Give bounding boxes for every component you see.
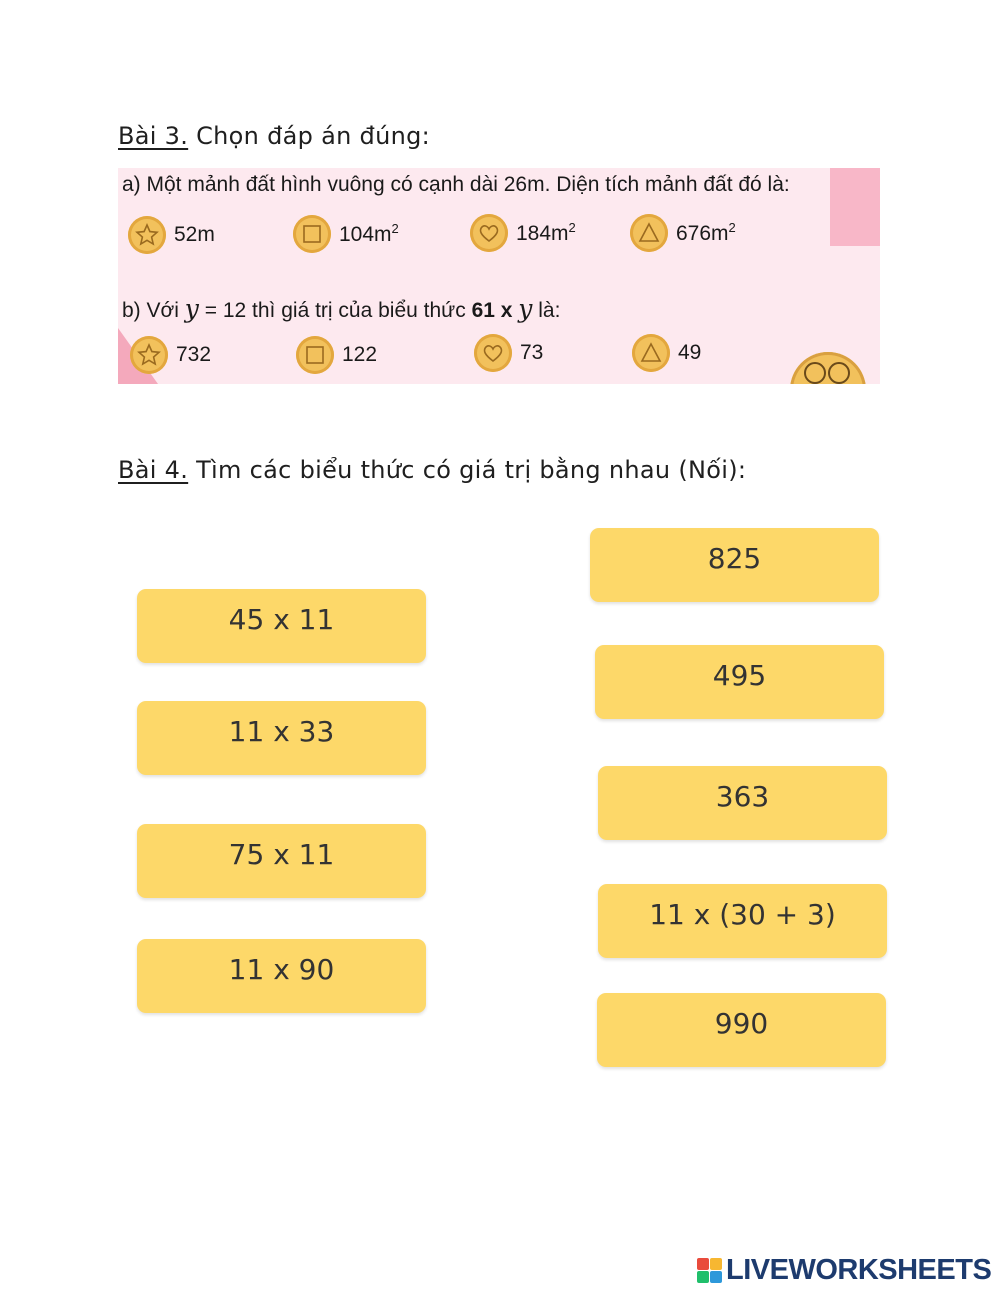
- bai3-label: Bài 3.: [118, 122, 189, 150]
- bai4-heading: [118, 456, 746, 484]
- star-icon: [128, 216, 166, 254]
- question-a: a) Một mảnh đất hình vuông có cạnh dài 26m. Diện tích mảnh đất đó là:: [122, 173, 790, 196]
- option-a-2[interactable]: [293, 215, 399, 253]
- decor-corner: [830, 168, 880, 246]
- mascot-icon: [790, 352, 866, 384]
- match-card-right-1[interactable]: [590, 528, 879, 602]
- triangle-icon: [630, 214, 668, 252]
- bai4-label: Bài 4.: [118, 456, 189, 484]
- match-card-right-5[interactable]: [597, 993, 886, 1067]
- square-icon: [296, 336, 334, 374]
- option-b-2[interactable]: [296, 336, 377, 374]
- card-label: 825: [707, 542, 762, 575]
- option-a-2-label: $104m^2$: [339, 221, 399, 246]
- heart-icon: [474, 334, 512, 372]
- card-label: 75 x 11: [228, 838, 335, 871]
- card-label: 990: [714, 1007, 769, 1040]
- option-b-4-label: 49: [678, 341, 702, 364]
- bai3-title: Chọn đáp án đúng:: [188, 122, 431, 150]
- match-card-right-2[interactable]: [595, 645, 884, 719]
- match-card-right-3[interactable]: [598, 766, 887, 840]
- triangle-icon: [632, 334, 670, 372]
- card-label: 11 x 90: [228, 953, 335, 986]
- option-a-1[interactable]: [128, 216, 215, 254]
- option-a-3[interactable]: [470, 214, 576, 252]
- card-label: 11 x (30 + 3): [649, 898, 836, 931]
- option-b-4[interactable]: [632, 334, 701, 372]
- card-label: 11 x 33: [228, 715, 335, 748]
- liveworksheets-logo: [697, 1254, 991, 1287]
- match-card-left-4[interactable]: [137, 939, 426, 1013]
- match-card-left-2[interactable]: [137, 701, 426, 775]
- bai4-title: Tìm các biểu thức có giá trị bằng nhau (Nối):: [188, 456, 747, 484]
- logo-blocks-icon: [697, 1258, 722, 1283]
- star-icon: [130, 336, 168, 374]
- option-b-1-label: 732: [176, 343, 212, 366]
- option-b-3[interactable]: [474, 334, 543, 372]
- card-label: 363: [715, 780, 770, 813]
- option-a-3-label: $184m^2$: [516, 220, 576, 245]
- option-a-4[interactable]: [630, 214, 736, 252]
- option-a-4-label: $676m^2$: [676, 220, 736, 245]
- match-card-left-3[interactable]: [137, 824, 426, 898]
- brand-name: LIVEWORKSHEETS: [726, 1254, 992, 1286]
- option-b-2-label: 122: [342, 343, 378, 366]
- card-label: 495: [712, 659, 767, 692]
- option-a-1-label: 52m: [174, 223, 215, 246]
- card-label: 45 x 11: [228, 603, 335, 636]
- match-card-right-4[interactable]: [598, 884, 887, 958]
- option-b-1[interactable]: [130, 336, 211, 374]
- option-b-3-label: 73: [520, 341, 544, 364]
- square-icon: [293, 215, 331, 253]
- bai3-heading: [118, 122, 430, 150]
- match-card-left-1[interactable]: [137, 589, 426, 663]
- quiz-image: [118, 168, 880, 384]
- question-b: b) Với y = 12 thì giá trị của biểu thức 61 x y là:: [122, 294, 561, 323]
- heart-icon: [470, 214, 508, 252]
